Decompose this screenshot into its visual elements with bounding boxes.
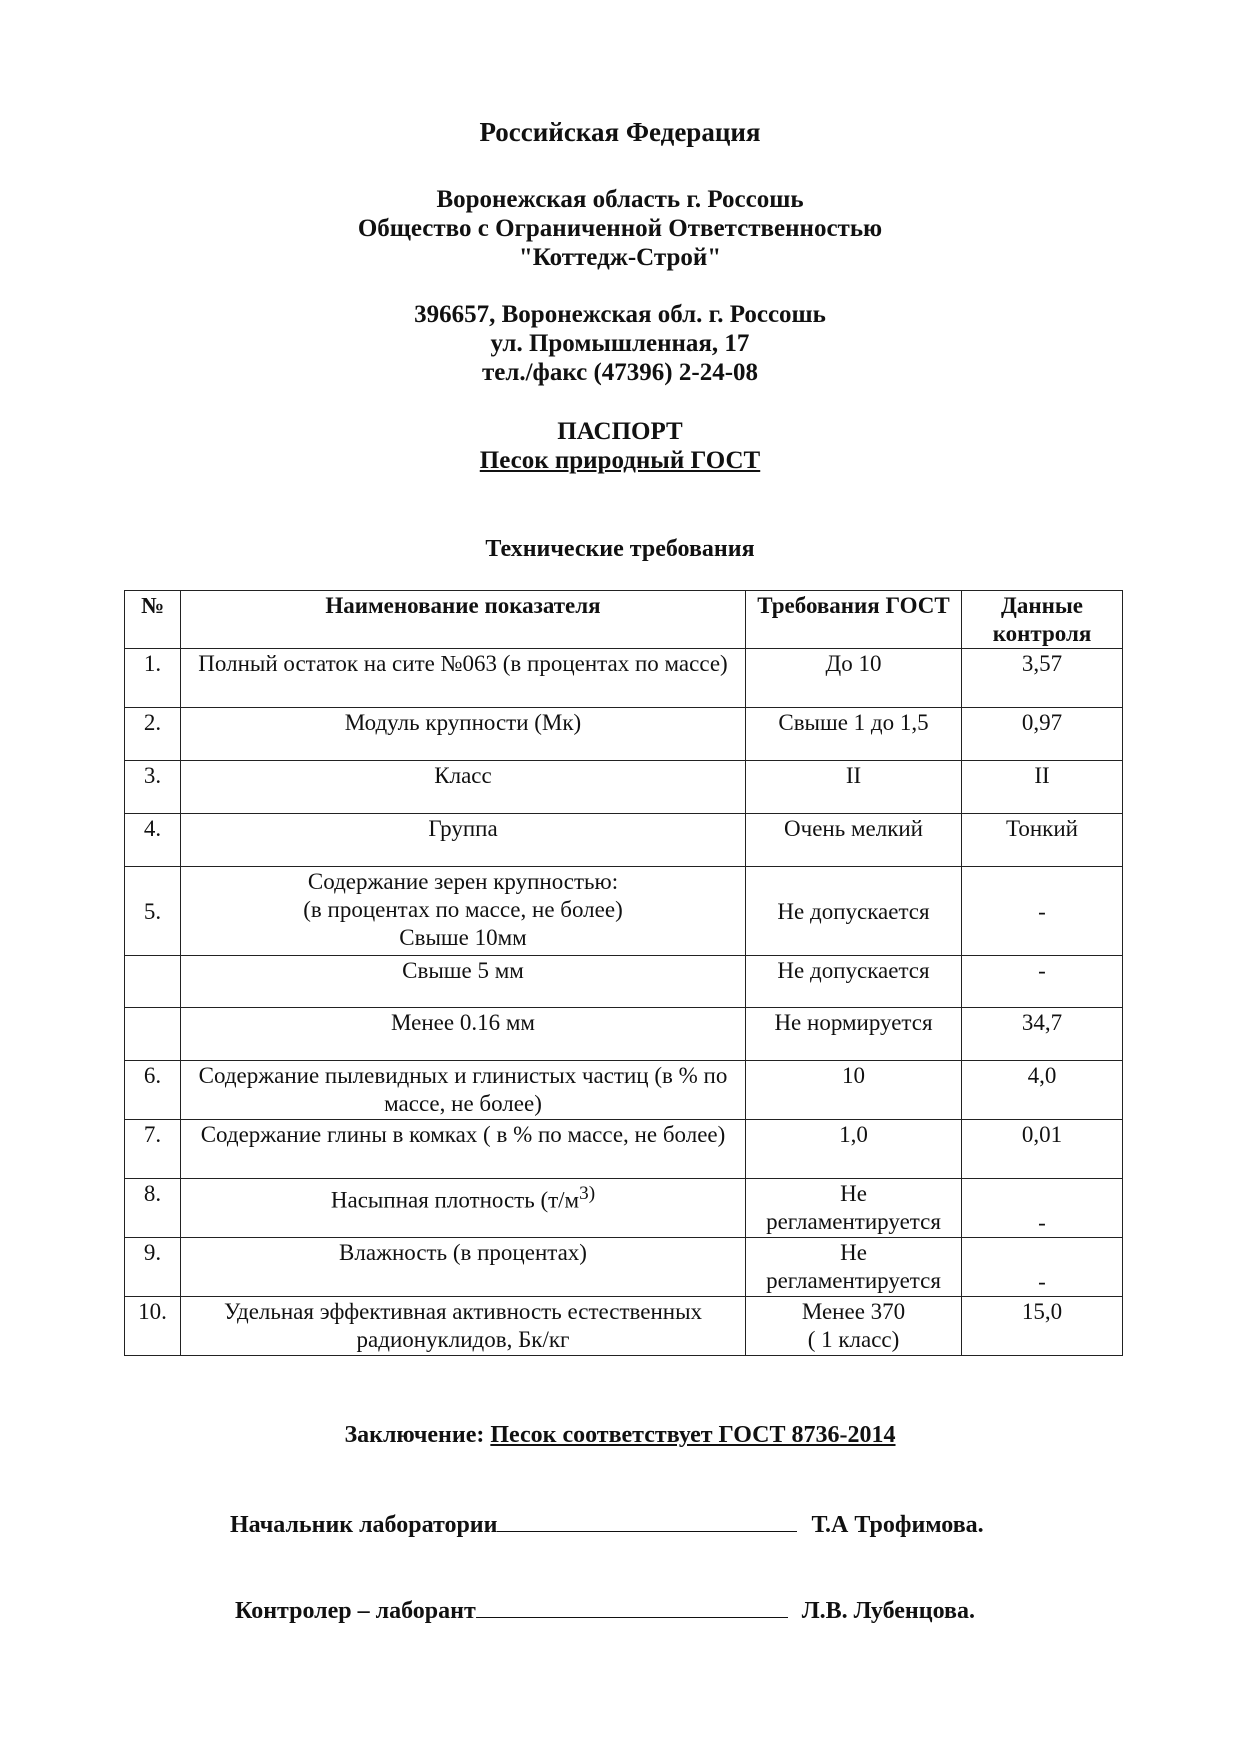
row-name-line: (в процентах по массе, не более) bbox=[303, 897, 623, 922]
row-requirement-line: ( 1 класс) bbox=[807, 1327, 900, 1352]
row-number bbox=[125, 956, 181, 1008]
table-row bbox=[125, 867, 1123, 956]
row-requirement: Свыше 1 до 1,5 bbox=[746, 708, 962, 761]
row-name: Менее 0.16 мм bbox=[181, 1008, 746, 1061]
table-row bbox=[125, 1008, 1123, 1061]
address-line-1: 396657, Воронежская обл. г. Россошь bbox=[414, 301, 826, 328]
country-heading: Российская Федерация bbox=[479, 117, 761, 147]
signature-lab-controller bbox=[235, 1597, 975, 1625]
table-row bbox=[125, 708, 1123, 761]
row-requirement: 1,0 bbox=[746, 1120, 962, 1179]
row-number: 10. bbox=[125, 1297, 181, 1356]
row-name bbox=[181, 867, 746, 956]
table-row bbox=[125, 956, 1123, 1008]
requirements-table bbox=[124, 590, 1123, 1356]
section-title: Технические требования bbox=[485, 536, 755, 562]
conclusion bbox=[0, 1422, 1240, 1449]
row-name-text: Насыпная плотность (т/м bbox=[330, 1187, 580, 1213]
row-requirement: II bbox=[746, 761, 962, 814]
table-row bbox=[125, 1297, 1123, 1356]
row-requirement: Не нормируется bbox=[746, 1008, 962, 1061]
table-header-row bbox=[125, 591, 1123, 649]
org-name-line: "Коттедж-Строй" bbox=[518, 244, 722, 271]
row-requirement-line: Менее 370 bbox=[801, 1299, 906, 1324]
row-control-value: 15,0 bbox=[962, 1297, 1123, 1356]
table-row bbox=[125, 814, 1123, 867]
row-number: 7. bbox=[125, 1120, 181, 1179]
row-control-value: - bbox=[962, 956, 1123, 1008]
region-line: Воронежская область г. Россошь bbox=[436, 186, 804, 213]
table-row bbox=[125, 1061, 1123, 1120]
row-control-value: 34,7 bbox=[962, 1008, 1123, 1061]
signature-role: Контролер – лаборант bbox=[235, 1598, 476, 1624]
row-control-value: Тонкий bbox=[962, 814, 1123, 867]
row-name: Содержание глины в комках ( в % по массе, не более) bbox=[181, 1120, 746, 1179]
address-block bbox=[0, 300, 1240, 387]
row-name: Группа bbox=[181, 814, 746, 867]
col-header-name: Наименование показателя bbox=[181, 591, 746, 649]
row-number: 1. bbox=[125, 649, 181, 708]
row-requirement: 10 bbox=[746, 1061, 962, 1120]
col-header-control: Данные контроля bbox=[962, 591, 1123, 649]
row-number: 4. bbox=[125, 814, 181, 867]
row-number: 9. bbox=[125, 1238, 181, 1297]
signature-line bbox=[476, 1597, 788, 1618]
table-row bbox=[125, 1238, 1123, 1297]
row-requirement: До 10 bbox=[746, 649, 962, 708]
phone-line: тел./факс (47396) 2-24-08 bbox=[481, 359, 759, 386]
row-requirement: Не допускается bbox=[746, 867, 962, 956]
row-name: Модуль крупности (Мк) bbox=[181, 708, 746, 761]
row-name: Удельная эффективная активность естественных радионуклидов, Бк/кг bbox=[181, 1297, 746, 1356]
row-control-value: - bbox=[962, 1179, 1123, 1238]
signature-role: Начальник лаборатории bbox=[230, 1512, 498, 1538]
row-name: Свыше 5 мм bbox=[181, 956, 746, 1008]
signature-person: Т.А Трофимова. bbox=[811, 1512, 984, 1538]
row-number: 2. bbox=[125, 708, 181, 761]
conclusion-value: Песок соответствует ГОСТ 8736-2014 bbox=[490, 1422, 896, 1448]
row-control-value: - bbox=[962, 1238, 1123, 1297]
row-number: 8. bbox=[125, 1179, 181, 1238]
row-name: Полный остаток на сите №063 (в процентах по массе) bbox=[181, 649, 746, 708]
row-requirement bbox=[746, 1297, 962, 1356]
table-row bbox=[125, 1120, 1123, 1179]
signature-person: Л.В. Лубенцова. bbox=[801, 1598, 975, 1624]
row-number: 5. bbox=[125, 867, 181, 956]
row-requirement: Очень мелкий bbox=[746, 814, 962, 867]
org-type-line: Общество с Ограниченной Ответственностью bbox=[357, 215, 883, 242]
row-name bbox=[181, 1179, 746, 1238]
table-row bbox=[125, 649, 1123, 708]
row-name-line: Содержание зерен крупностью: bbox=[307, 869, 619, 894]
doc-type-title: ПАСПОРТ bbox=[557, 418, 683, 445]
unit-superscript: 3) bbox=[579, 1183, 596, 1204]
row-control-value: - bbox=[962, 867, 1123, 956]
row-number: 6. bbox=[125, 1061, 181, 1120]
row-name: Влажность (в процентах) bbox=[181, 1238, 746, 1297]
table-row bbox=[125, 761, 1123, 814]
row-control-value: 0,97 bbox=[962, 708, 1123, 761]
col-header-requirement: Требования ГОСТ bbox=[746, 591, 962, 649]
row-name: Класс bbox=[181, 761, 746, 814]
address-line-2: ул. Промышленная, 17 bbox=[490, 330, 750, 357]
signature-lab-head bbox=[230, 1511, 984, 1539]
row-control-value: 3,57 bbox=[962, 649, 1123, 708]
row-number: 3. bbox=[125, 761, 181, 814]
organization-block bbox=[0, 185, 1240, 272]
signature-line bbox=[497, 1511, 797, 1532]
row-number bbox=[125, 1008, 181, 1061]
row-name: Содержание пылевидных и глинистых частиц (в % по массе, не более) bbox=[181, 1061, 746, 1120]
row-control-value: 4,0 bbox=[962, 1061, 1123, 1120]
table-row bbox=[125, 1179, 1123, 1238]
passport-title-block bbox=[0, 417, 1240, 475]
conclusion-label: Заключение: bbox=[344, 1422, 485, 1448]
row-control-value: II bbox=[962, 761, 1123, 814]
row-requirement: Не регламентируется bbox=[746, 1238, 962, 1297]
row-requirement: Не допускается bbox=[746, 956, 962, 1008]
row-requirement: Не регламентируется bbox=[746, 1179, 962, 1238]
row-name-line: Свыше 10мм bbox=[399, 925, 527, 950]
product-title: Песок природный ГОСТ bbox=[479, 447, 761, 474]
col-header-number: № bbox=[125, 591, 181, 649]
row-control-value: 0,01 bbox=[962, 1120, 1123, 1179]
